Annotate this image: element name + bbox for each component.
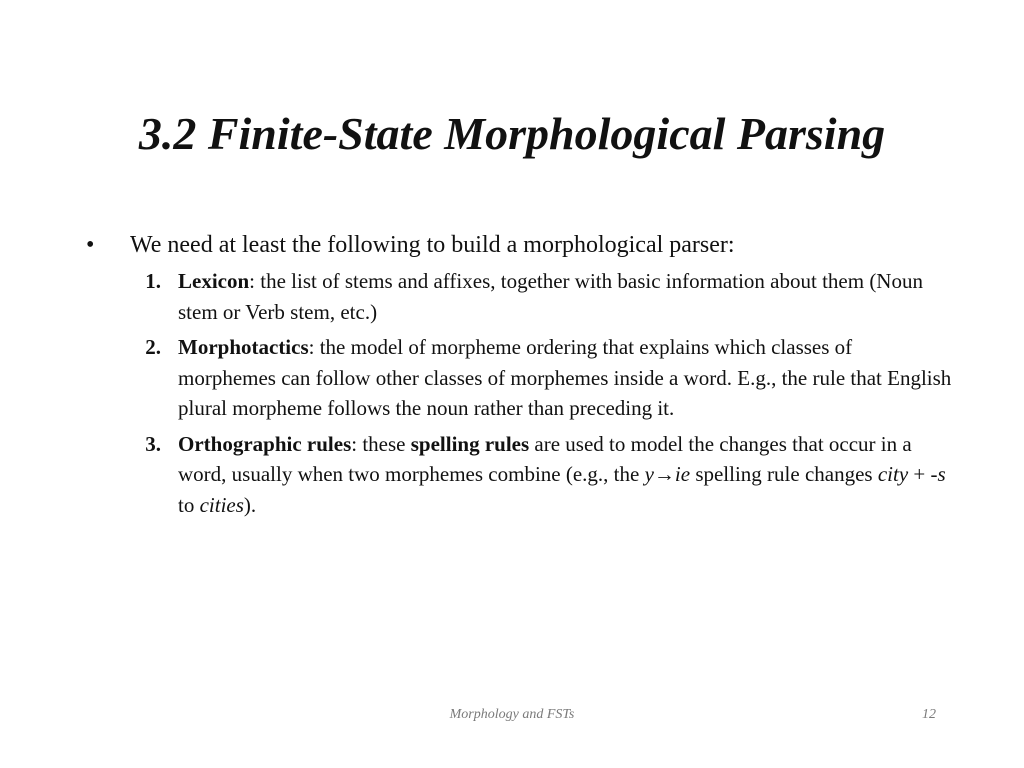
definition-lexicon: : the list of stems and affixes, together with basic information about them (Noun stem or Verb stem, etc.) (178, 269, 923, 324)
term-spelling-rules: spelling rules (410, 431, 530, 456)
list-item-text (178, 266, 954, 327)
list-item-orthographic-rules (84, 429, 954, 521)
list-item-lexicon (84, 266, 954, 327)
example-suffix: -s (930, 462, 946, 486)
bullet-icon: • (86, 232, 95, 258)
example-stem: city (877, 462, 909, 486)
term-lexicon: Lexicon (178, 269, 250, 293)
definition-part: to (178, 492, 200, 517)
slide-body (84, 228, 954, 525)
rule-name: y→ie (644, 462, 691, 486)
term-orthographic-rules: Orthographic rules (178, 431, 352, 456)
definition-morphotactics: : the model of morpheme ordering that explains which classes of morphemes can follow other classes of morphemes inside a word. E.g., the rule that English plural morpheme follows the noun rather than preceding it. (178, 335, 952, 420)
footer-label: Morphology and FSTs (449, 707, 575, 722)
list-number: 1. (145, 269, 161, 293)
term-morphotactics: Morphotactics (178, 335, 309, 359)
bullet-item (84, 228, 954, 262)
definition-part: : these (351, 431, 411, 456)
list-item-text (178, 429, 954, 521)
definition-part: spelling rule changes (690, 462, 878, 486)
page-number: 12 (922, 707, 936, 722)
list-item-text (178, 332, 954, 424)
numbered-list (84, 266, 954, 520)
definition-part: ). (243, 492, 257, 517)
plus-sign: + (908, 462, 931, 486)
example-result: cities (199, 492, 244, 517)
slide-title: 3.2 Finite-State Morphological Parsing (138, 108, 886, 159)
list-number: 3. (145, 431, 161, 456)
bullet-text: We need at least the following to build a morphological parser: (130, 232, 735, 258)
definition-part: are used to model the changes that occur in a word, usually when two morphemes combine (e.g., the (178, 431, 912, 486)
list-item-morphotactics (84, 332, 954, 424)
list-number: 2. (145, 335, 161, 359)
